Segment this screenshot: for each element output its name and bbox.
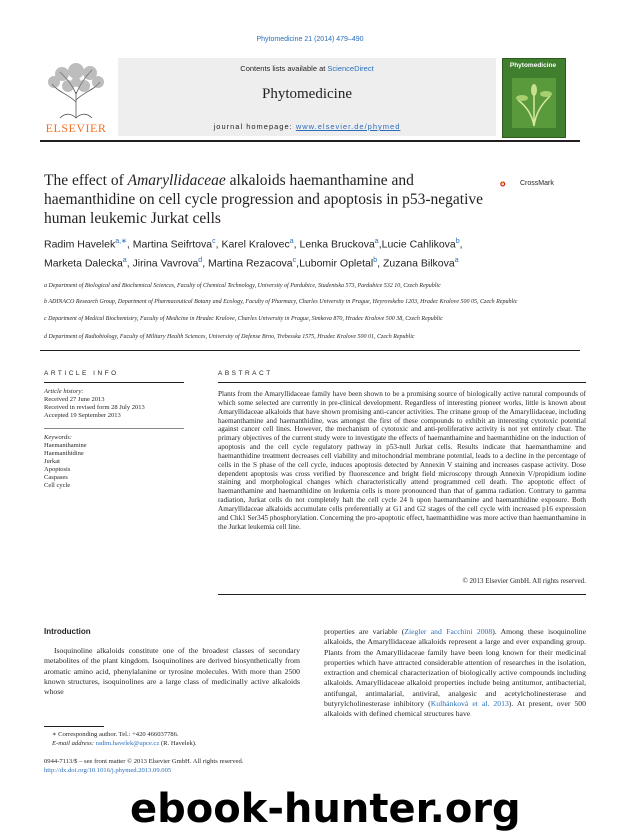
- author-affiliation-mark[interactable]: a: [374, 238, 379, 245]
- article-history: [44, 388, 204, 420]
- citation-link[interactable]: Ziegler and Facchini 2008: [404, 627, 493, 636]
- title-part2: alkaloids haemanthamine and haemanthidine on cell cycle progression and apoptosis in p53-negative human leukemic Jurkat cells: [44, 172, 484, 227]
- affiliation-rule: [40, 350, 580, 351]
- author-separator: ,: [293, 238, 300, 251]
- affiliation-a: a Department of Biological and Biochemical Sciences, Faculty of Chemical Technology, University of Pardubice, Studentska 573, Pardubice 532 10, Czech Republic: [44, 283, 441, 289]
- issn-line: 0944-7113/$ – see front matter © 2013 Elsevier GmbH. All rights reserved.: [44, 758, 244, 765]
- intro-right-text-3: ). At present, over 500 alkaloids with defined chemical structures have: [324, 699, 586, 719]
- homepage-link[interactable]: www.elsevier.de/phymed: [295, 122, 401, 131]
- author-separator: ,: [202, 257, 209, 269]
- corresponding-author-note: [52, 731, 302, 748]
- keywords-label: Keywords:: [44, 434, 72, 441]
- abstract-copyright: © 2013 Elsevier GmbH. All rights reserved.: [462, 577, 586, 585]
- author-affiliation-mark[interactable]: c: [292, 256, 297, 264]
- author-separator: ,: [126, 238, 133, 251]
- keyword: Apoptosis: [44, 466, 71, 473]
- introduction-heading: Introduction: [44, 627, 91, 636]
- author-affiliation-mark[interactable]: a,∗: [115, 238, 127, 245]
- author-separator: ,: [296, 257, 300, 269]
- cover-plant-image: [512, 78, 556, 128]
- affiliation-d: d Department of Radiobiology, Faculty of Military Health Sciences, University of Defense Brno, Trebesska 1575, Hradec Kralove 500 01, Czech Republic: [44, 334, 415, 340]
- keywords-block: [44, 434, 204, 490]
- article-info-heading: ARTICLE INFO: [44, 370, 119, 377]
- author-name: Radim Havelek: [44, 238, 116, 251]
- author-name: Jirina Vavrova: [132, 257, 199, 269]
- keyword: Cell cycle: [44, 482, 71, 489]
- watermark-text: ebook-hunter.org: [130, 786, 521, 832]
- contents-prefix: Contents lists available at: [240, 64, 328, 73]
- author-affiliation-mark[interactable]: c: [212, 238, 216, 245]
- doi-link[interactable]: http://dx.doi.org/10.1016/j.phymed.2013.09.005: [44, 766, 172, 774]
- author-name: Martina Rezacova: [208, 257, 293, 269]
- citation-link[interactable]: Kulhánková et al. 2013: [430, 699, 509, 709]
- author-affiliation-mark[interactable]: a: [454, 256, 459, 264]
- journal-homepage: [118, 122, 496, 131]
- author-affiliation-mark[interactable]: b: [455, 238, 460, 245]
- author-name: Martina Seifrtova: [132, 238, 213, 251]
- elsevier-wordmark: ELSEVIER: [45, 121, 107, 135]
- article-info-rule: [44, 382, 184, 383]
- abstract-rule: [218, 382, 586, 383]
- author-name: Lenka Bruckova: [299, 238, 375, 251]
- author-affiliation-mark[interactable]: a: [289, 238, 294, 245]
- crossmark-icon[interactable]: [500, 174, 520, 194]
- affiliation-c: c Department of Medical Biochemistry, Faculty of Medicine in Hradec Kralove, Charles University in Prague, Simkova 870, Hradec Kralove 500 38, Czech Republic: [44, 316, 443, 322]
- author-affiliation-mark[interactable]: d: [198, 256, 203, 264]
- email-suffix: (R. Havelek).: [159, 739, 197, 747]
- intro-left-column: Isoquinoline alkaloids constitute one of the broadest classes of secondary metabolites of the plant kingdom. Isoquinolines are derived biosynthetically from aromatic amino acid, phenylalanine or tyrosine molecules. With more than 2500 known structures, isoquinolines are a large class of medicinally active alkaloids whose: [44, 646, 300, 697]
- revised-date: Received in revised form 28 July 2013: [44, 404, 145, 411]
- corresponding-author: ∗ Corresponding author. Tel.: +420 466037786.: [52, 731, 179, 738]
- crossmark-label[interactable]: CrossMark: [520, 180, 554, 187]
- author-name: Lucie Cahlikova: [381, 238, 456, 251]
- author-list: [44, 234, 464, 271]
- author-name: Lubomir Opletal: [299, 257, 374, 269]
- journal-citation: Phytomedicine 21 (2014) 479–490: [256, 36, 364, 43]
- email-link[interactable]: radim.havelek@upce.cz: [95, 739, 160, 747]
- author-name: Zuzana Bilkova: [382, 257, 455, 269]
- email-label: E-mail address:: [52, 739, 96, 747]
- keyword: Haemanthidine: [44, 450, 84, 457]
- accepted-date: Accepted 19 September 2013: [44, 412, 121, 419]
- intro-right-column: [324, 627, 586, 720]
- abstract-heading: ABSTRACT: [218, 370, 273, 377]
- author-separator: ,: [215, 238, 222, 251]
- homepage-prefix: journal homepage:: [213, 122, 296, 131]
- author-separator: ,: [378, 238, 382, 251]
- history-label: Article history:: [44, 388, 84, 395]
- abstract-bottom-rule: [218, 594, 586, 595]
- article-title: [44, 171, 484, 228]
- sciencedirect-link[interactable]: ScienceDirect: [327, 64, 374, 73]
- author-name: Marketa Dalecka: [44, 257, 123, 269]
- abstract-text: Plants from the Amaryllidaceae family have been shown to be a promising source of biologically active natural compounds of which some selected are currently in pre-clinical development. Regardless of interesting pioneer works, little is known about Amaryllidaceae alkaloids that have shown promising anti-cancer activities. The crinane group of the Amaryllidaceae, including haemanthamine and haemanthidine, was amongst the first of these compounds to exhibit an interesting cytotoxic potential against cancer cell lines. However, the mechanism of cytotoxic and anti-proliferative activity is not yet entirely clear. The primary objectives of the current study were to investigate the effects of haemanthamine and haemanthidine on the induction of apoptosis and the cell cycle regulatory pathway in p53-null Jurkat cells. Results indicate that haemanthamine and haemanthidine treatment decreases cell viability and mitochondrial membrane potential, leads to a decline in the percentage of cells in the S phase of the cell cycle, induces apoptosis detected by Annexin V staining and increases caspase activity. Dose dependent apoptosis was cross verified by fluorescence and bright field microscopy through Annexin V/propidium iodine staining and morphological changes which characteristically attend programmed cell death. The apoptotic effect of haemanthamine and haemanthidine on leukemia cells is more pronounced than that of gamma radiation. Contrary to gamma radiation, Jurkat cells do not completely halt the cell cycle 24 h upon haemanthamine and haemanthidine exposure. Both Amaryllidaceae alkaloids accumulate cells preferentially at G1 and G2 stages of the cell cycle with increased p16 expression and Chk1 Ser345 phosphorylation. Concerning the pro-apoptotic effect, haemanthidine was more active than haemanthamine in the Jurkat leukemia cell line.: [218, 390, 586, 531]
- title-italic: Amaryllidaceae: [127, 172, 226, 189]
- journal-name: Phytomedicine: [262, 86, 352, 102]
- author-name: Karel Kralovec: [221, 238, 290, 251]
- author-separator: ,: [377, 257, 383, 269]
- title-part1: The effect of: [44, 172, 128, 189]
- author-separator: ,: [459, 238, 463, 251]
- header-rule: [40, 140, 580, 142]
- keywords-rule: [44, 428, 184, 429]
- author-affiliation-mark[interactable]: b: [373, 256, 378, 264]
- intro-right-text-2: ). Among these isoquinoline alkaloids, the Amaryllidaceae alkaloids represent a large and ever expanding group. Plants from the Amaryllidaceae family have been long known for their medicinal properties which have attracted considerable attention of researches in the isolation, extraction and chemical characterization of biologically active compounds including alkaloids. Amaryllidaceae alkaloid properties include being antitumor, antibacterial, antifungal, antimalarial, antiviral, analgesic and acetylcholinesterase and butyrylcholinesterase inhibitory (: [324, 627, 586, 709]
- received-date: Received 27 June 2013: [44, 396, 105, 403]
- contents-line: [118, 64, 496, 73]
- author-separator: ,: [126, 257, 133, 269]
- email-line: [52, 740, 302, 749]
- footnote-rule: [44, 726, 104, 727]
- keyword: Jurkat: [44, 458, 60, 465]
- front-matter-note: [44, 758, 344, 775]
- author-affiliation-mark[interactable]: a: [122, 256, 127, 264]
- affiliation-b: b ADINACO Research Group, Department of Pharmaceutical Botany and Ecology, Faculty of Pharmacy, Charles University in Prague, Heyrovskeho 1203, Hradec Kralove 500 05, Czech Republic: [44, 299, 518, 305]
- keyword: Haemanthamine: [44, 442, 87, 449]
- keyword: Caspases: [44, 474, 68, 481]
- intro-right-text-1: properties are variable (: [324, 627, 405, 636]
- cover-title: Phytomedicine: [509, 62, 557, 69]
